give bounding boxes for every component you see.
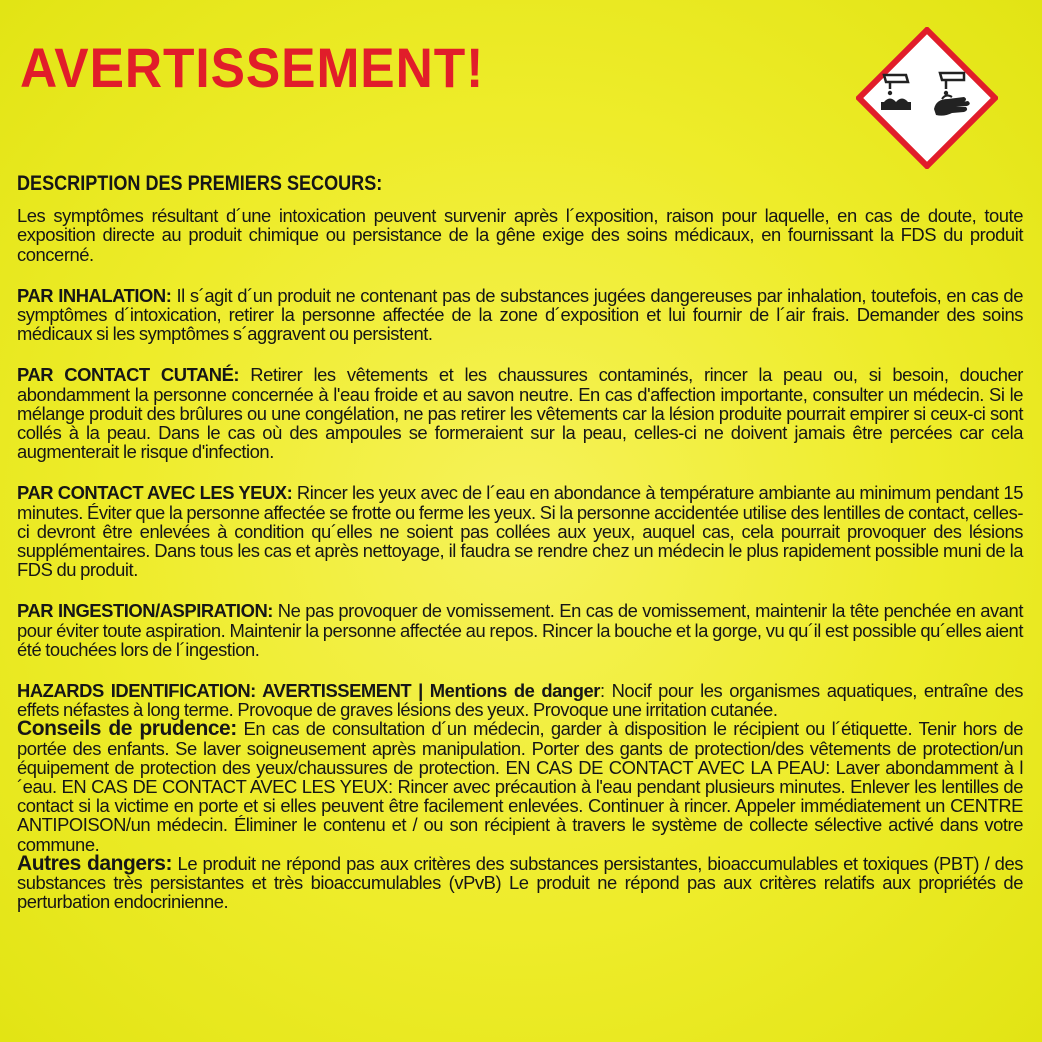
first-aid-intro: Les symptômes résultant d´une intoxication peuvent survenir après l´exposition, raison pour laquelle, en cas de doute, toute exposition directe au produit chimique ou persistance de la gêne exige des soins médicaux, en fournissant la FDS du produit concerné. <box>17 205 1023 265</box>
ingestion-paragraph <box>17 601 1023 659</box>
skin-contact-label: PAR CONTACT CUTANÉ: <box>17 364 240 386</box>
ingestion-text: Ne pas provoquer de vomissement. En cas de vomissement, maintenir la tête penchée en avant pour éviter toute aspiration. Maintenir la personne affectée au repos. Rincer la bouche et la gorge, vu qu´il est possible qu´elles aient été touchées lors de l´ingestion. <box>17 600 1023 660</box>
skin-contact-text: Retirer les vêtements et les chaussures contaminés, rincer la peau ou, si besoin, doucher abondamment la personne concernée à l'eau froide et au savon neutre. En cas d'affection importante, consulter un médecin. Si le mélange produit des brûlures ou une congélation, ne pas retirer les vêtements car la lésion produite pourrait empirer si ceux-ci sont collés à la peau. Dans le cas où des ampoules se formeraient sur la peau, celles-ci ne doivent jamais être percées car cela augmenterait le risque d'infection. <box>17 364 1023 463</box>
inhalation-paragraph <box>17 286 1023 344</box>
label-content <box>17 172 1023 911</box>
eye-contact-label: PAR CONTACT AVEC LES YEUX: <box>17 482 293 504</box>
precautions-text: En cas de consultation d´un médecin, garder à disposition le récipient ou l´étiquette. Tenir hors de portée des enfants. Se laver soigneusement après manipulation. Porter des gants de protection/des vêtements de protection/un équipement de protection des yeux/chaussures de protection. EN CAS DE CONTACT AVEC LA PEAU: Laver abondamment à l´eau. EN CAS DE CONTACT AVEC LES YEUX: Rincer avec précaution à l'eau pendant plusieurs minutes. Enlever les lentilles de contact si la victime en porte et si elles peuvent être facilement enlevées. Continuer à rincer. Appeler immédiatement un CENTRE ANTIPOISON/un médecin. Éliminer le contenu et / ou son récipient à travers le système de collecte sélective activé dans votre commune. <box>17 718 1023 855</box>
hazard-statements: : Nocif pour les organismes aquatiques, entraîne des effets néfastes à long terme. Provoque de graves lésions des yeux. Provoque une irritation cutanée. <box>17 680 1023 721</box>
inhalation-label: PAR INHALATION: <box>17 284 172 306</box>
inhalation-text: Il s´agit d´un produit ne contenant pas de substances jugées dangereuses par inhalation, toutefois, en cas de symptômes d´intoxication, retirer la personne affectée de la zone d´exposition et lui fournir de l´air frais. Demander des soins médicaux si les symptômes s´aggravent ou persistent. <box>17 284 1023 345</box>
warning-title: AVERTISSEMENT! <box>20 36 485 99</box>
hazards-paragraph <box>17 681 1023 911</box>
precautions-label: Conseils de prudence: <box>17 717 237 741</box>
ingestion-label: PAR INGESTION/ASPIRATION: <box>17 600 273 622</box>
skin-contact-paragraph <box>17 365 1023 461</box>
hazards-label: HAZARDS IDENTIFICATION: AVERTISSEMENT | Mentions de danger <box>17 680 600 701</box>
other-dangers-text: Le produit ne répond pas aux critères des substances persistantes, bioaccumulables et toxiques (PBT) / des substances très persistantes et très bioaccumulables (vPvB) Le produit ne répond pas aux critères relatifs aux propriétés de perturbation endocrinienne. <box>17 852 1023 913</box>
first-aid-heading: DESCRIPTION DES PREMIERS SECOURS: <box>17 172 383 195</box>
eye-contact-paragraph <box>17 483 1023 579</box>
corrosion-hazard-icon <box>856 27 998 169</box>
other-dangers-label: Autres dangers: <box>17 851 173 875</box>
eye-contact-text: Rincer les yeux avec de l´eau en abondance à température ambiante au minimum pendant 15 minutes. Éviter que la personne affectée se frotte ou ferme les yeux. Si la personne accidentée utilise des lentilles de contact, celles-ci devront être enlevées à condition qu´elles ne soient pas collées aux yeux, auquel cas, cela pourrait provoquer des lésions supplémentaires. Dans tous les cas et après nettoyage, il faudra se rendre chez un médecin le plus rapidement possible muni de la FDS du produit. <box>17 482 1023 581</box>
